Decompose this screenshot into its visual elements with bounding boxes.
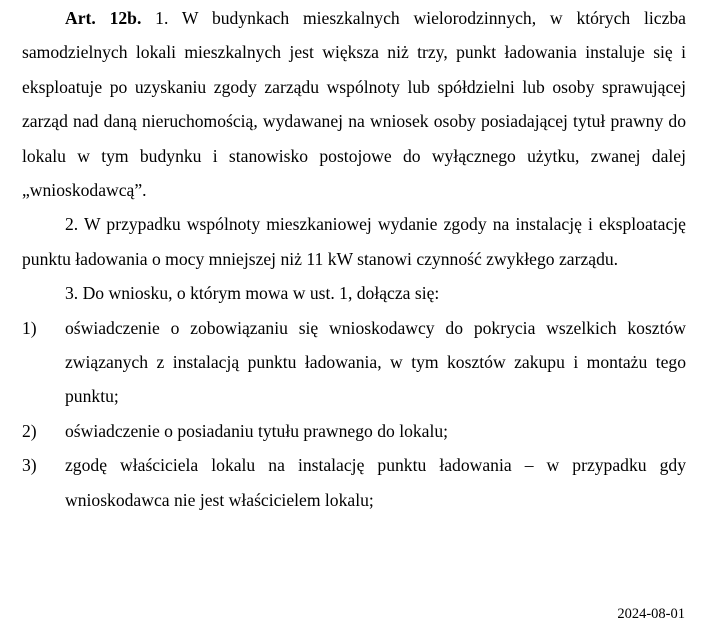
list-item — [22, 311, 686, 414]
list-item-number: 1) — [22, 317, 37, 338]
footer-date: 2024-08-01 — [617, 606, 685, 622]
list-item — [22, 448, 686, 517]
attachment-list — [22, 311, 686, 517]
list-item-text: oświadczenie o zobowiązaniu się wnioskodawcy do pokrycia wszelkich kosztów związanych z instalacją punktu ładowania, w tym kosztów zakupu i montażu tego punktu; — [65, 317, 686, 407]
document-body — [22, 1, 686, 517]
paragraph-3: 3. Do wniosku, o którym mowa w ust. 1, dołącza się: — [65, 283, 440, 304]
article-label: Art. 12b. — [65, 8, 142, 28]
paragraph-1 — [22, 1, 686, 207]
paragraph-1-text: 1. W budynkach mieszkalnych wielorodzinnych, w których liczba samodzielnych lokali mieszkalnych jest większa niż trzy, punkt ładowania instaluje się i eksploatuje po uzyskaniu zgody zarządu wspólnoty lub spółdzielni lub osoby sprawującej zarząd nad daną nieruchomością, wydawanej na wniosek osoby posiadającej tytuł prawny do lokalu w tym budynku i stanowisko postojowe do wyłącznego użytku, zwanej dalej „wnioskodawcą”. — [22, 8, 686, 201]
paragraph-2: 2. W przypadku wspólnoty mieszkaniowej wydanie zgody na instalację i eksploatację punktu ładowania o mocy mniejszej niż 11 kW stanowi czynność zwykłego zarządu. — [22, 214, 686, 269]
list-item-number: 3) — [22, 455, 37, 476]
list-item-text: zgodę właściciela lokalu na instalację punktu ładowania – w przypadku gdy wnioskodawca nie jest właścicielem lokalu; — [65, 455, 686, 510]
list-item-number: 2) — [22, 420, 37, 441]
list-item-text: oświadczenie o posiadaniu tytułu prawnego do lokalu; — [65, 420, 449, 441]
list-item — [22, 414, 686, 448]
